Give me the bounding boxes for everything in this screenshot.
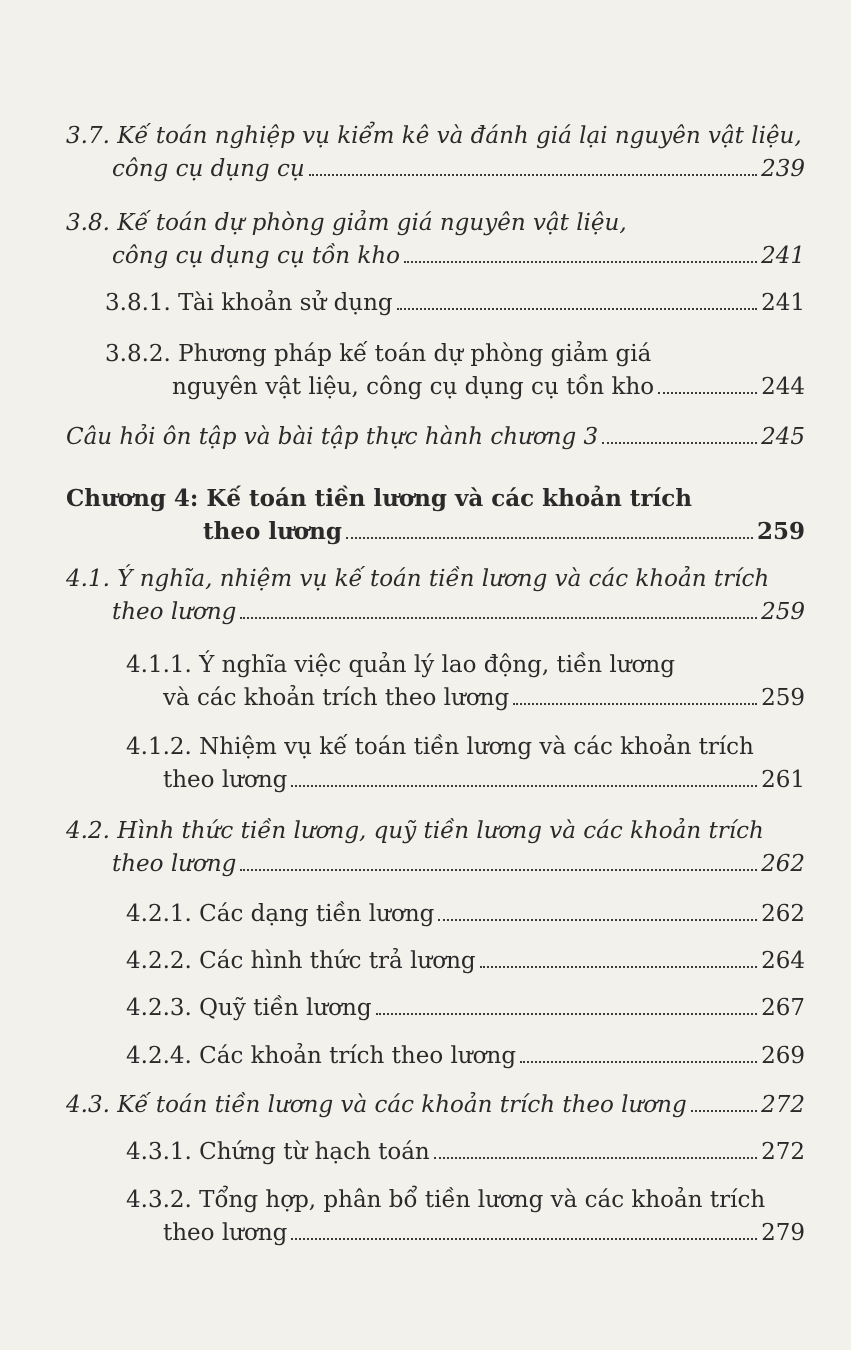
dot-leader xyxy=(691,1110,757,1112)
dot-leader xyxy=(404,261,757,263)
toc-entry-4-3-1 xyxy=(126,1136,805,1169)
toc-page-number: 259 xyxy=(761,685,805,711)
toc-page-number: 262 xyxy=(761,851,805,877)
toc-page-number: 272 xyxy=(761,1092,805,1118)
dot-leader xyxy=(397,308,757,310)
toc-entry-title: 3.8. Kế toán dự phòng giảm giá nguyên vật liệu, xyxy=(66,210,627,236)
toc-entry-title-cont: công cụ dụng cụ xyxy=(112,156,305,182)
toc-page-number: 262 xyxy=(761,901,805,927)
toc-entry-questions-ch3 xyxy=(66,421,805,454)
toc-page-number: 241 xyxy=(761,243,805,269)
dot-leader xyxy=(291,1238,757,1240)
toc-entry-title: 4.2.1. Các dạng tiền lương xyxy=(126,901,435,927)
dot-leader xyxy=(513,703,757,705)
toc-entry-4-1-1 xyxy=(126,649,805,715)
dot-leader xyxy=(602,442,757,444)
toc-entry-title-cont: nguyên vật liệu, công cụ dụng cụ tồn kho xyxy=(172,374,655,400)
toc-page-number: 269 xyxy=(761,1043,805,1069)
toc-page-number: 259 xyxy=(761,599,805,625)
dot-leader xyxy=(520,1061,757,1063)
toc-entry-title: 4.2.3. Quỹ tiền lương xyxy=(126,995,372,1021)
toc-entry-title: Câu hỏi ôn tập và bài tập thực hành chương 3 xyxy=(66,424,599,450)
toc-entry-title: 3.7. Kế toán nghiệp vụ kiểm kê và đánh giá lại nguyên vật liệu, xyxy=(66,123,802,149)
toc-page-number: 239 xyxy=(761,156,805,182)
toc-entry-4-1-2 xyxy=(126,731,805,797)
toc-entry-title: 4.1.2. Nhiệm vụ kế toán tiền lương và các khoản trích xyxy=(126,734,754,760)
toc-page-number: 272 xyxy=(761,1139,805,1165)
toc-entry-title: 4.2.4. Các khoản trích theo lương xyxy=(126,1043,517,1069)
dot-leader xyxy=(309,174,757,176)
toc-page-number: 244 xyxy=(761,374,805,400)
dot-leader xyxy=(291,785,757,787)
toc-entry-title: 4.2. Hình thức tiền lương, quỹ tiền lương và các khoản trích xyxy=(66,818,764,844)
toc-entry-title: 4.3. Kế toán tiền lương và các khoản trích theo lương xyxy=(66,1092,687,1118)
toc-entry-title: 3.8.1. Tài khoản sử dụng xyxy=(105,290,393,316)
dot-leader xyxy=(240,617,757,619)
toc-entry-3-7 xyxy=(66,120,805,186)
toc-entry-4-2-1 xyxy=(126,898,805,931)
toc-entry-4-2-4 xyxy=(126,1040,805,1073)
chapter-title: Chương 4: Kế toán tiền lương và các khoản trích xyxy=(66,485,692,512)
toc-entry-4-3-2 xyxy=(126,1184,805,1250)
toc-page-number: 241 xyxy=(761,290,805,316)
toc-entry-title: 4.3.1. Chứng từ hạch toán xyxy=(126,1139,430,1165)
toc-entry-title-cont: công cụ dụng cụ tồn kho xyxy=(112,243,401,269)
toc-page-number: 245 xyxy=(761,424,805,450)
dot-leader xyxy=(434,1157,757,1159)
dot-leader xyxy=(376,1013,758,1015)
toc-entry-title-cont: theo lương xyxy=(163,767,288,793)
toc-entry-title: 4.3.2. Tổng hợp, phân bổ tiền lương và các khoản trích xyxy=(126,1187,766,1213)
toc-entry-title-cont: theo lương xyxy=(112,851,237,877)
toc-entry-title: 4.2.2. Các hình thức trả lương xyxy=(126,948,476,974)
toc-entry-title: 4.1.1. Ý nghĩa việc quản lý lao động, tiền lương xyxy=(126,652,675,678)
chapter-title-cont: theo lương xyxy=(203,518,342,545)
dot-leader xyxy=(658,392,757,394)
toc-page-number: 261 xyxy=(761,767,805,793)
toc-entry-4-2-3 xyxy=(126,992,805,1025)
dot-leader xyxy=(240,869,757,871)
toc-entry-4-2 xyxy=(66,815,805,881)
toc-entry-title: 3.8.2. Phương pháp kế toán dự phòng giảm giá xyxy=(105,341,652,367)
dot-leader xyxy=(480,966,757,968)
toc-entry-4-1 xyxy=(66,563,805,629)
toc-entry-title-cont: theo lương xyxy=(163,1220,288,1246)
toc-page-number: 267 xyxy=(761,995,805,1021)
dot-leader xyxy=(346,537,753,539)
toc-page-number: 264 xyxy=(761,948,805,974)
toc-entry-title: 4.1. Ý nghĩa, nhiệm vụ kế toán tiền lương và các khoản trích xyxy=(66,566,770,592)
toc-entry-4-2-2 xyxy=(126,945,805,978)
toc-entry-3-8-2 xyxy=(105,338,805,404)
toc-entry-4-3 xyxy=(66,1089,805,1122)
toc-entry-chapter-4 xyxy=(66,482,805,548)
toc-entry-3-8 xyxy=(66,207,805,273)
toc-page-number: 259 xyxy=(756,518,805,545)
toc-entry-3-8-1 xyxy=(105,287,805,320)
toc-page-number: 279 xyxy=(761,1220,805,1246)
toc-entry-title-cont: theo lương xyxy=(112,599,237,625)
toc-entry-title-cont: và các khoản trích theo lương xyxy=(163,685,510,711)
dot-leader xyxy=(438,919,757,921)
